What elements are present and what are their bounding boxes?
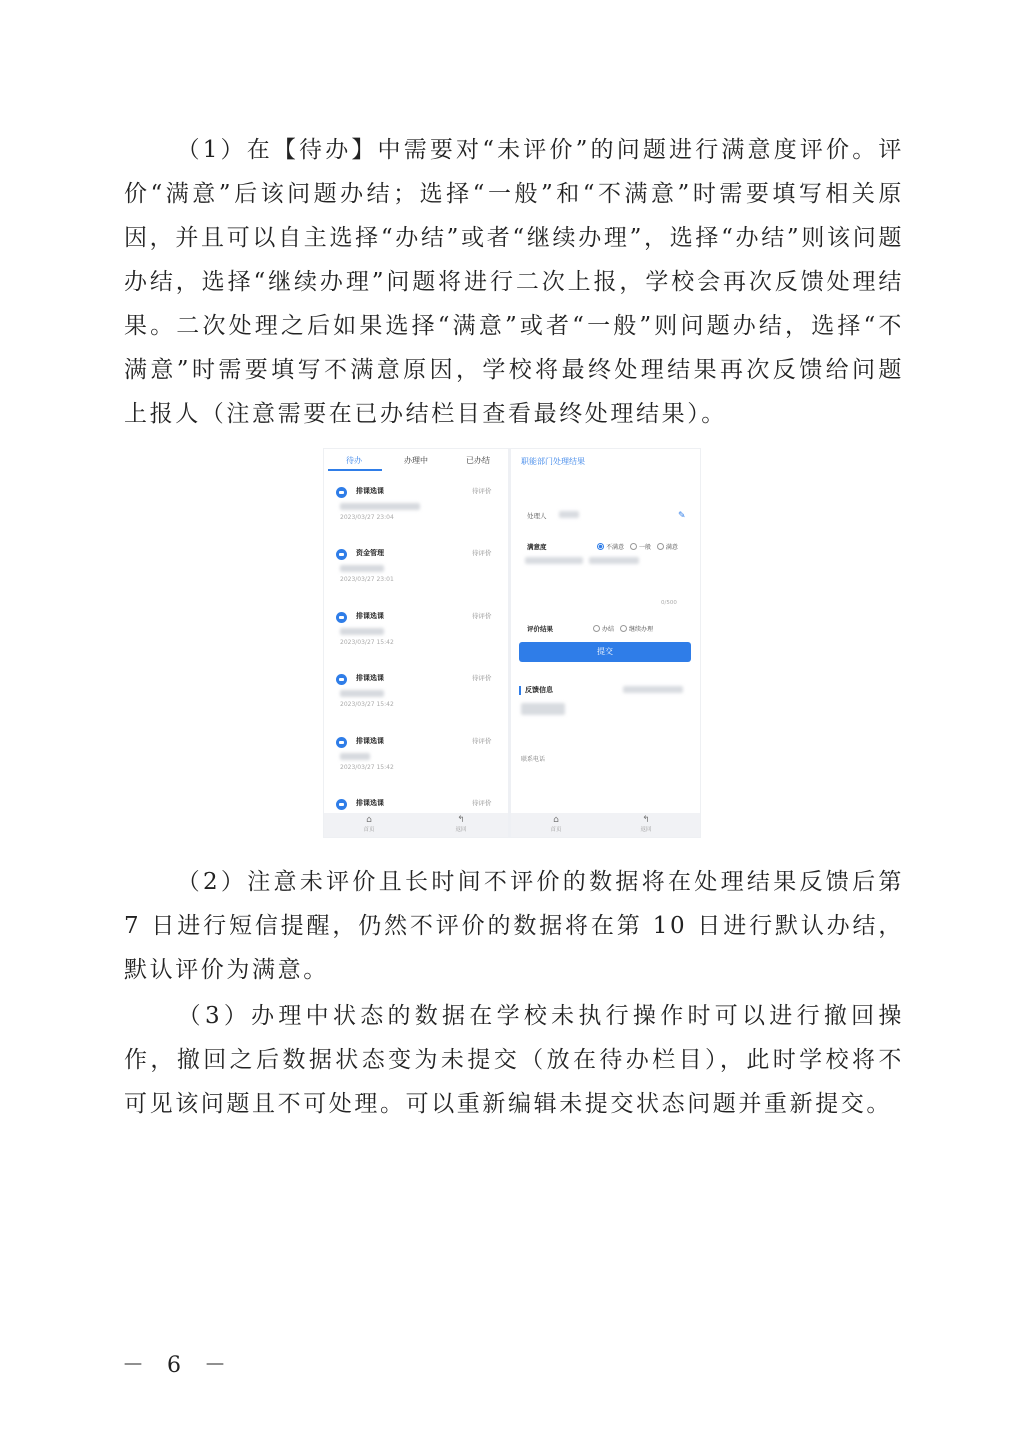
- tab-in-progress[interactable]: 办理中: [404, 456, 428, 465]
- tab-bar: [324, 449, 508, 471]
- page-number: － 6 －: [122, 1353, 234, 1378]
- item-title: 排课选课: [356, 612, 384, 620]
- paragraph-1: [124, 128, 904, 436]
- item-date: 2023/03/27 23:01: [340, 576, 394, 583]
- radio-average[interactable]: [630, 543, 637, 550]
- item-status: 待评价: [472, 549, 492, 557]
- redacted-content: [521, 703, 565, 715]
- handler-label: 处理人: [527, 512, 547, 520]
- nav-back-label: 返回: [455, 827, 467, 833]
- satisfaction-label: 满意度: [527, 543, 547, 551]
- item-date: 2023/03/27 15:42: [340, 639, 394, 646]
- option-close-label: 办结: [602, 626, 615, 633]
- paragraph-2: [124, 860, 904, 992]
- contact-label: 联系电话: [521, 756, 546, 763]
- item-title: 资金管理: [356, 549, 384, 557]
- back-arrow-icon: ↰: [642, 815, 650, 825]
- back-arrow-icon: ↰: [457, 815, 465, 825]
- embedded-app-screenshot: [323, 448, 701, 838]
- tab-todo[interactable]: 待办: [346, 456, 362, 465]
- home-icon: ⌂: [553, 815, 559, 825]
- nav-home-label: 首页: [363, 827, 375, 833]
- nav-back-button[interactable]: [446, 815, 476, 834]
- option-satisfied-label: 满意: [665, 544, 678, 551]
- category-icon: [336, 674, 347, 685]
- redacted-content: [340, 628, 384, 635]
- active-tab-indicator: [328, 469, 382, 471]
- redacted-content: [525, 557, 583, 564]
- todo-list-panel: [324, 449, 508, 837]
- list-item[interactable]: [324, 734, 504, 794]
- section-marker: [519, 686, 521, 695]
- paragraph-3: [124, 994, 904, 1126]
- item-title: 排课选课: [356, 737, 384, 745]
- home-icon: ⌂: [366, 815, 372, 825]
- item-date: 2023/03/27 15:42: [340, 764, 394, 771]
- redacted-content: [623, 686, 683, 693]
- satisfaction-radio-group: [597, 542, 678, 551]
- item-status: 待评价: [472, 799, 492, 807]
- list-item[interactable]: [324, 671, 504, 731]
- submit-button[interactable]: 提交: [519, 642, 691, 662]
- nav-home-button[interactable]: [541, 815, 571, 834]
- radio-continue[interactable]: [620, 625, 627, 632]
- category-icon: [336, 737, 347, 748]
- list-item[interactable]: [324, 609, 504, 669]
- paragraph-1-text: （1）在【待办】中需要对“未评价”的问题进行满意度评价。评价“满意”后该问题办结；选择“一般”和“不满意”时需要填写相关原因，并且可以自主选择“办结”或者“继续办理”，选择“办结”则该问题办结，选择“继续办理”问题将进行二次上报，学校会再次反馈处理结果。二次处理之后如果选择“满意”或者“一般”则问题办结，选择“不满意”时需要填写不满意原因，学校将最终处理结果再次反馈给问题上报人（注意需要在已办结栏目查看最终处理结果）。: [124, 137, 904, 427]
- category-icon: [336, 612, 347, 623]
- nav-back-button[interactable]: [631, 815, 661, 834]
- bottom-nav: [511, 813, 700, 837]
- nav-back-label: 返回: [640, 827, 652, 833]
- result-radio-group: [593, 624, 653, 633]
- item-title: 排课选课: [356, 674, 384, 682]
- radio-dissatisfied[interactable]: [597, 543, 604, 550]
- category-icon: [336, 799, 347, 810]
- item-status: 待评价: [472, 487, 492, 495]
- result-label: 评价结果: [527, 625, 553, 633]
- item-date: 2023/03/27 15:42: [340, 701, 394, 708]
- panel-title: 职能部门处理结果: [521, 457, 585, 466]
- item-status: 待评价: [472, 674, 492, 682]
- category-icon: [336, 549, 347, 560]
- feedback-title: 反馈信息: [525, 686, 553, 694]
- redacted-content: [589, 557, 639, 564]
- nav-home-button[interactable]: [354, 815, 384, 834]
- item-date: 2023/03/27 23:04: [340, 514, 394, 521]
- category-icon: [336, 487, 347, 498]
- bottom-nav: [324, 813, 508, 837]
- radio-close[interactable]: [593, 625, 600, 632]
- paragraph-3-text: （3）办理中状态的数据在学校未执行操作时可以进行撤回操作，撤回之后数据状态变为未提交（放在待办栏目），此时学校将不可见该问题且不可处理。可以重新编辑未提交状态问题并重新提交。: [124, 1003, 904, 1117]
- option-dissatisfied-label: 不满意: [606, 544, 625, 551]
- option-continue-label: 继续办理: [628, 626, 653, 633]
- option-average-label: 一般: [638, 544, 651, 551]
- radio-satisfied[interactable]: [657, 543, 664, 550]
- item-status: 待评价: [472, 612, 492, 620]
- redacted-content: [340, 753, 370, 760]
- list-item[interactable]: [324, 546, 504, 606]
- redacted-content: [340, 565, 384, 572]
- paragraph-2-text: （2）注意未评价且长时间不评价的数据将在处理结果反馈后第 7 日进行短信提醒，仍然不评价的数据将在第 10 日进行默认办结，默认评价为满意。: [124, 869, 904, 983]
- nav-home-label: 首页: [550, 827, 562, 833]
- char-counter: 0/500: [661, 600, 677, 606]
- list-item[interactable]: [324, 484, 504, 544]
- item-title: 排课选课: [356, 487, 384, 495]
- edit-icon[interactable]: ✎: [678, 511, 686, 521]
- item-status: 待评价: [472, 737, 492, 745]
- item-title: 排课选课: [356, 799, 384, 807]
- redacted-content: [340, 690, 384, 697]
- evaluation-panel: [511, 449, 700, 837]
- redacted-content: [559, 511, 579, 518]
- redacted-content: [340, 503, 420, 510]
- tab-completed[interactable]: 已办结: [466, 456, 490, 465]
